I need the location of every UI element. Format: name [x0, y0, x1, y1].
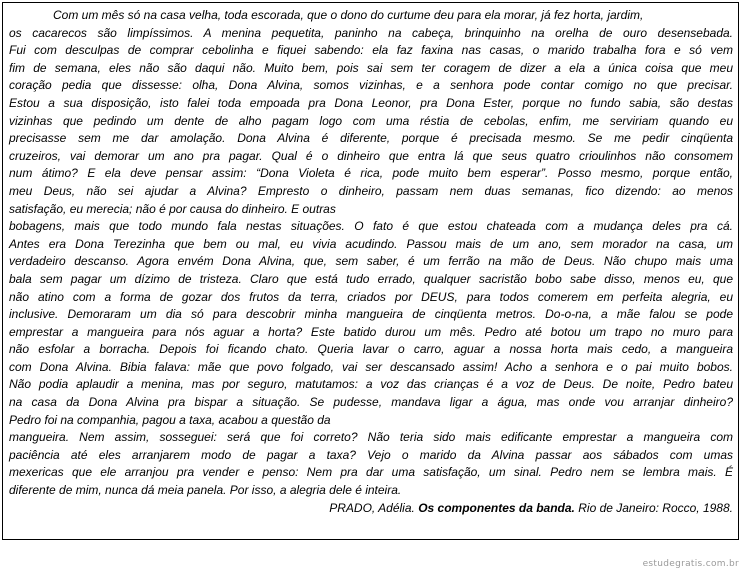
watermark: estudegratis.com.br [642, 559, 739, 569]
text-line: não atino com a forma de gozar dos frutos da terra, criados por DEUS, para todos comerem em perfeita alegria, eu [9, 289, 733, 304]
text-line: verdadeiro descanso. Agora envém Dona Alvina, que, sem saber, é um ferrão na mão de Deus. Não chupo mais uma [9, 254, 733, 269]
text-line: Antes era Dona Terezinha que bem ou mal, eu vivia acudindo. Passou mais de um ano, sem morador na casa, um [9, 236, 733, 251]
text-line: cruzeiros, vai demorar um ano pra pagar. Qual é o dinheiro que entra lá que seus quatro crioulinhos não consomem [9, 148, 733, 163]
text-line: num átimo? E ela deve pensar assim: “Dona Violeta é rica, pode muito bem esperar”. Posso mesmo, porque então, [9, 166, 733, 181]
text-line: Com um mês só na casa velha, toda escorada, que o dono do curtume deu para ela morar, já fez horta, jardim, [53, 8, 644, 22]
citation-author: PRADO, Adélia. [329, 500, 415, 515]
citation-publisher: Rio de Janeiro: Rocco, 1988. [578, 500, 733, 515]
text-line: diferente de mim, nunca dá meia panela. Por isso, a alegria dele é inteira. [9, 483, 402, 498]
excerpt-paragraph [9, 7, 733, 500]
text-line: coração pedia que dissesse: olha, Dona Alvina, somos vizinhas, e a senhora pode contar comigo no que precisar. [9, 78, 733, 93]
text-line: paciência até eles arranjarem modo de pagar a taxa? Vejo o marido da Alvina passar aos sábados com umas [9, 447, 733, 462]
text-line: na casa da Dona Alvina pra bispar a situação. Se pudesse, mandava ligar a água, mas onde vou arranjar dinheiro? [9, 395, 733, 410]
text-line: Pedro foi na companhia, pagou a taxa, acabou a questão da [9, 412, 331, 427]
citation [9, 500, 733, 518]
text-line: mangueira. Nem assim, sosseguei: será que foi correto? Não teria sido mais edificante emprestar a mangueira com [9, 430, 733, 445]
text-line: inclusive. Demoraram um dia só para descobrir minha mangueira de cinqüenta metros. Do-o-na, a mãe falou se pode [9, 307, 733, 322]
text-line: Não podia aplaudir a menina, mas por seguro, matutamos: a voz das crianças é a voz de Deus. De noite, Pedro bateu [9, 377, 733, 392]
text-excerpt-box [2, 2, 739, 540]
text-line: precisasse sem me dar amolação. Dona Alvina é diferente, porque é precisada mesmo. Se me pedir cinqüenta [9, 131, 733, 146]
citation-title: Os componentes da banda. [418, 500, 575, 515]
text-line: mexericas que ele arranjou pra vender e penso: Nem pra dar uma satisfação, um sinal. Pedro nem se lembra mais. É [9, 465, 733, 480]
text-line: Fui com desculpas de comprar cebolinha e fiquei sabendo: ela faz faxina nas casas, o marido trabalha fora e só vem [9, 43, 733, 58]
text-line: bobagens, mais que todo mundo fala nestas situações. O fato é que estou chateada com a mudança deles pra cá. [9, 219, 733, 234]
text-line: satisfação, eu merecia; não é por causa do dinheiro. E outras [9, 201, 336, 216]
text-line: vizinhas que pedindo um dente de alho pagam logo com uma réstia de cebolas, enfim, me serviriam quando eu [9, 113, 733, 128]
text-line: fim de semana, eles não são daqui não. Muito bem, pois sai sem ter coragem de dizer a ela a única coisa que meu [9, 60, 733, 75]
text-line: bala sem pagar um dízimo de tristeza. Claro que está tudo errado, qualquer sacristão bobo sabe disso, menos eu, que [9, 271, 733, 286]
text-line: os cacarecos são limpíssimos. A menina pequetita, paninho na cabeça, brinquinho na orelha de ouro desensebada. [9, 25, 733, 40]
text-line: com Dona Alvina. Bibia falava: mãe que povo folgado, vai ser descansado assim! Acho a senhora e o pai muito bobos. [9, 359, 733, 374]
text-line: meu Deus, não sei ajudar a Alvina? Empresto o dinheiro, passam nem duas semanas, fico dizendo: ao menos [9, 183, 733, 198]
text-line: Estou a sua disposição, isto falei toda empoada pra Dona Leonor, pra Dona Ester, porque no fundo sabia, são destas [9, 95, 733, 110]
text-line: emprestar a mangueira para nós aguar a horta? Este batido durou um mês. Pedro até botou um trapo no muro para [9, 324, 733, 339]
text-line: não esfolar a borracha. Depois foi ficando chato. Queria lavar o carro, aguar a nossa horta mais cedo, a mangueira [9, 342, 733, 357]
